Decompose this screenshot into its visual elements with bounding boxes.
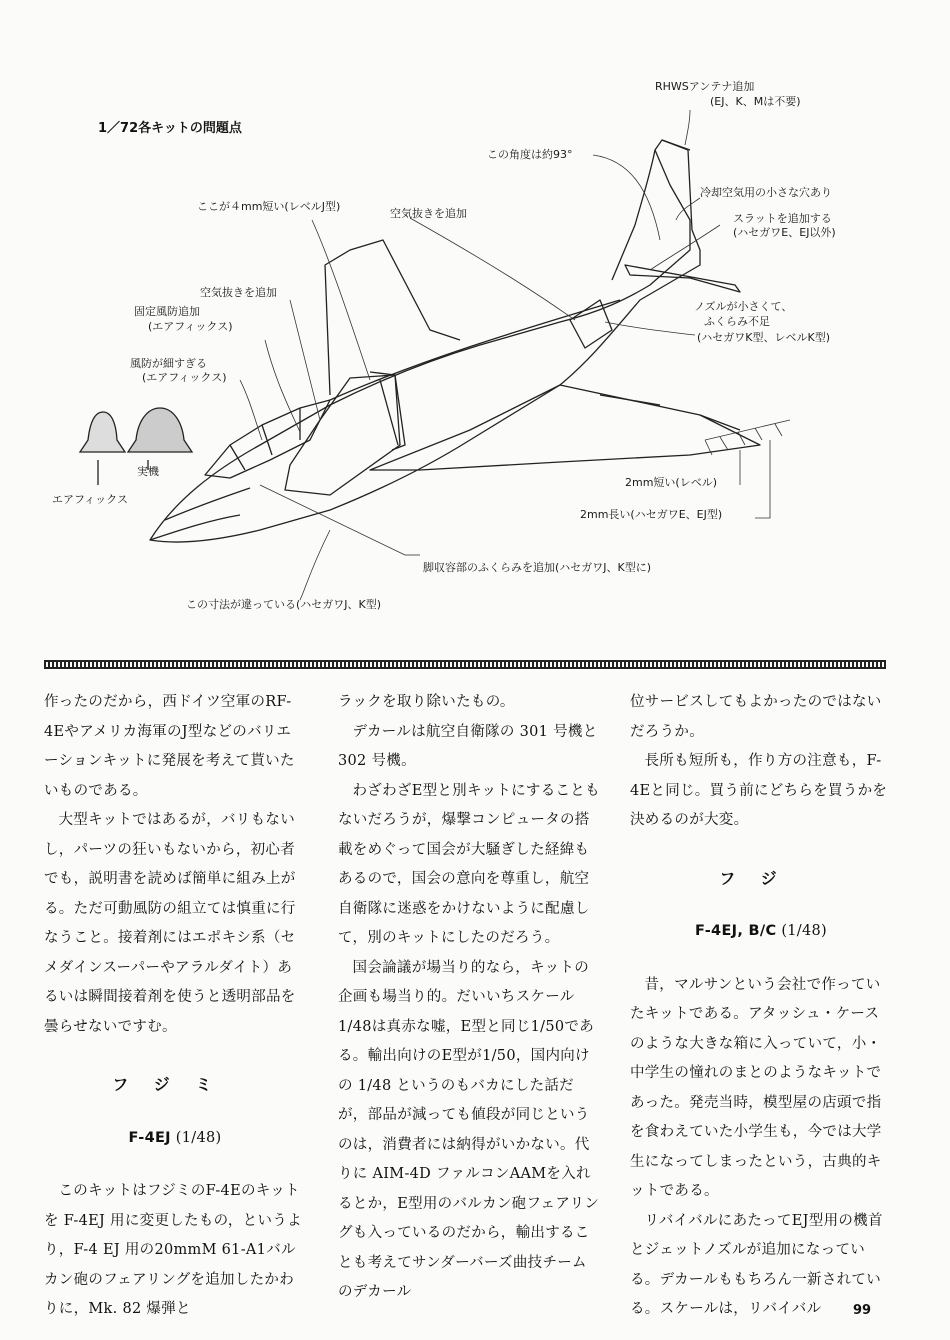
col3-paragraph-4: リバイバルにあたってEJ型用の機首とジェットノズルが追加になっている。デカールももちろん一新されている。スケールは，リバイバル — [630, 1212, 883, 1317]
intake — [285, 375, 400, 495]
actual-canopy-section — [128, 408, 192, 452]
kit-heading-fuji: フジ — [719, 868, 803, 888]
airfix-canopy-section — [80, 412, 125, 452]
col3-paragraph-3: 昔，マルサンという会社で作っていたキットである。アタッシュ・ケースのような大きな箱に入っていて，小・中学生の憧れのまとのようなキットであった。発売当時，模型屋の店頭で指を食わえていた小学生も，今では大学生になってしまったという，古典的キットである。 — [630, 976, 882, 1199]
label-rhws: RHWSアンテナ追加 — [655, 80, 755, 93]
col3-paragraph-2: 長所も短所も，作り方の注意も，F-4Eと同じ。買う前にどちらを買うかを決めるのが大変。 — [630, 753, 888, 828]
f4-phantom-diagram — [0, 0, 950, 650]
vertical-tail — [612, 140, 690, 280]
col2-paragraph-1: ラックを取り除いたもの。 — [338, 694, 515, 710]
label-fixed-canopy: 固定風防追加 — [134, 305, 200, 318]
left-wing — [325, 240, 460, 395]
page-number: 99 — [853, 1303, 872, 1318]
kit-model: F-4EJ, B/C — [694, 923, 777, 939]
text-column-3 — [630, 688, 892, 1325]
label-long2: 2mm長い(ハセガワE、EJ型) — [580, 508, 723, 521]
text-column-1 — [44, 688, 306, 1325]
label-nozzle-note: (ハセガワK型、レベルK型) — [697, 331, 831, 344]
label-vent-side: 空気抜きを追加 — [200, 286, 277, 299]
kit-model: F-4EJ — [128, 1129, 171, 1146]
section-divider — [44, 660, 886, 669]
col1-paragraph-3: このキットはフジミのF-4Eのキットを F-4EJ 用に変更したもの，というより，F-4 EJ 用の20mmM 61-A1バルカン砲のフェアリングを追加したかわりに，Mk. 82 爆弾と — [44, 1183, 302, 1317]
figure-title: 1／72各キットの問題点 — [98, 121, 242, 136]
label-gear-bulge: 脚収容部のふくらみを追加(ハセガワJ、K型に) — [423, 561, 652, 574]
horizontal-stabilizer — [625, 265, 740, 292]
label-actual: 実機 — [137, 465, 159, 478]
label-slat: スラットを追加する — [733, 212, 832, 225]
label-nozzle: ノズルが小さくて、 — [694, 300, 793, 313]
text-column-2 — [338, 688, 600, 1308]
canopy — [205, 400, 330, 478]
label-narrow-canopy-note: (エアフィックス) — [142, 371, 227, 384]
label-short2: 2mm短い(レベル) — [625, 476, 718, 489]
label-airfix: エアフィックス — [52, 493, 129, 506]
col2-paragraph-4: 国会論議が場当り的なら，キットの企画も場当り的。だいいちスケール1/48は真赤な嘘，E型と同じ1/50である。輸出向けのE型が1/50，国内向けの 1/48 というのもバカにした話だが，部品が減っても値段が同じというのは，消費者には納得がいかない。代りに AIM-4D ファルコンAAMを入れるとか，E型用のバルカン砲フェアリングも入っているのだから，輸出することも考えてサンダーバーズ曲技チームのデカール — [338, 959, 600, 1300]
kit-model-line — [44, 1124, 306, 1154]
label-nozzle-2: ふくらみ不足 — [704, 315, 770, 328]
right-wing — [370, 385, 760, 470]
col2-paragraph-2: デカールは航空自衛隊の 301 号機と 302 号機。 — [338, 723, 598, 769]
label-vent-top: 空気抜きを追加 — [390, 207, 467, 220]
col1-paragraph-2: 大型キットではあるが，バリもないし，パーツの狂いもないから，初心者でも，説明書を読めば簡単に組み上がる。ただ可動風防の組立ては慎重に行なうこと。接着剤にはエポキシ系（セメダインスーパーやアラルダイト）あるいは瞬間接着剤を使うと透明部品を曇らせないですむ。 — [44, 812, 296, 1035]
col3-paragraph-1: 位サービスしてもよかったのではないだろうか。 — [630, 694, 882, 740]
col1-paragraph-1: 作ったのだから，西ドイツ空軍のRF-4Eやアメリカ海軍のJ型などのバリエーションキットに発展を考えて貰いたいものである。 — [44, 694, 295, 799]
label-narrow-canopy: 風防が細すぎる — [130, 357, 207, 370]
label-fixed-canopy-note: (エアフィックス) — [148, 320, 233, 333]
kit-model-line — [630, 917, 892, 947]
label-rhws-note: (EJ、K、Mは不要) — [710, 95, 801, 108]
label-dimension: この寸法が違っている(ハセガワJ、K型) — [186, 598, 382, 611]
kit-scale: (1/48) — [781, 923, 828, 939]
label-angle: この角度は約93° — [487, 148, 573, 161]
col2-paragraph-3: わざわざE型と別キットにすることもないだろうが，爆撃コンピュータの搭載をめぐって国会が大騒ぎした経緯もあるので，国会の意向を尊重し，航空自衛隊に迷惑をかけないように配慮して，別のキットにしたのだろう。 — [338, 782, 600, 946]
kit-scale: (1/48) — [175, 1129, 222, 1146]
kit-heading-fujimi: フジミ — [112, 1075, 238, 1094]
label-short4: ここが４mm短い(レベルJ型) — [197, 200, 341, 213]
label-cooling-hole: 冷却空気用の小さな穴あり — [700, 186, 832, 199]
label-slat-note: (ハセガワE、EJ以外) — [733, 226, 836, 239]
